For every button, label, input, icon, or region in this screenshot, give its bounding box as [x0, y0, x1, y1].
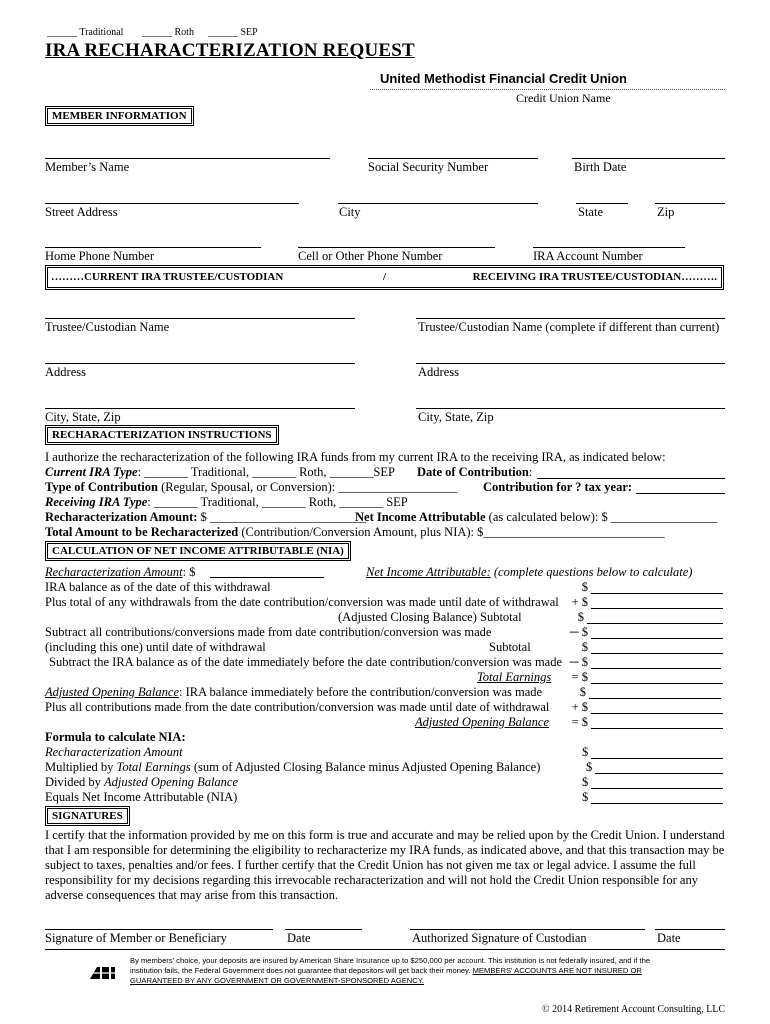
city-field[interactable]	[338, 203, 538, 204]
disclaimer-line-1: By members' choice, your deposits are insured by American Share Insurance up to $250,000 per account. This institution is not federally insured, and if the	[130, 956, 651, 965]
calc-row-total-earnings: Total Earnings	[477, 670, 552, 684]
total-amount-label: Total Amount to be Recharacterized	[45, 525, 239, 539]
calc-row-plus-withdrawals: Plus total of any withdrawals from the date contribution/conversion was made until date of withdrawal	[45, 595, 559, 609]
receiving-ira-type-row[interactable]	[45, 495, 408, 510]
cell-phone-field[interactable]	[298, 247, 495, 248]
current-trustee-name-field[interactable]	[45, 318, 355, 319]
city-label: City	[339, 205, 361, 219]
trustee-heading-divider: /	[383, 271, 387, 283]
formula-multiplied: Multiplied by Total Earnings (sum of Adjusted Closing Balance minus Adjusted Opening Balance)	[45, 760, 541, 774]
copyright-footer: © 2014 Retirement Account Consulting, LLC	[542, 1004, 726, 1015]
date-of-contribution-label: Date of Contribution	[417, 465, 529, 479]
calc-rech-amount-row[interactable]: Recharacterization Amount: $	[45, 565, 196, 579]
state-field[interactable]	[576, 203, 628, 204]
current-trustee-address-field[interactable]	[45, 363, 355, 364]
calc-nia-header: Net Income Attributable: (complete questions below to calculate)	[366, 565, 693, 579]
members-name-label: Member’s Name	[45, 160, 130, 174]
current-trustee-csz-label: City, State, Zip	[45, 410, 121, 424]
signatures-header: SIGNATURES	[45, 806, 130, 826]
calc-sign-1: + $	[571, 595, 588, 609]
member-information-header: MEMBER INFORMATION	[45, 106, 194, 126]
disclaimer-top-rule	[45, 949, 725, 950]
formula-divided: Divided by Adjusted Opening Balance	[45, 775, 239, 789]
calc-sign-5: ─ $	[569, 655, 588, 669]
street-address-field[interactable]	[45, 203, 299, 204]
authorize-text: I authorize the recharacterization of the following IRA funds from my current IRA to the receiving IRA, as indicated below:	[45, 450, 666, 464]
calc-row-subtract-prior-balance: Subtract the IRA balance as of the date immediately before the date contribution/conversion was made	[49, 655, 563, 669]
calc-field-0[interactable]	[591, 593, 723, 594]
current-ira-type-row[interactable]	[45, 465, 395, 480]
birth-date-label: Birth Date	[574, 160, 627, 174]
current-ira-type-label: Current IRA Type	[45, 465, 138, 479]
receiving-ira-type-label: Receiving IRA Type	[45, 495, 148, 509]
calc-row-subtract-contributions: Subtract all contributions/conversions made from date contribution/conversion was made	[45, 625, 492, 639]
instructions-header: RECHARACTERIZATION INSTRUCTIONS	[45, 425, 279, 445]
nia-row[interactable]	[355, 510, 717, 525]
formula-field-0[interactable]	[591, 758, 723, 759]
plan-type-roth[interactable]: ______ Roth	[142, 27, 194, 38]
current-ira-type-options: : _______ Traditional, _______ Roth, _______SEP	[137, 465, 395, 479]
formula-field-3[interactable]	[591, 803, 723, 804]
recharacterization-amount-label: Recharacterization Amount:	[45, 510, 198, 524]
ira-account-field[interactable]	[533, 247, 685, 248]
calc-field-2[interactable]	[587, 623, 723, 624]
formula-field-1[interactable]	[595, 773, 723, 774]
total-amount-field: (Contribution/Conversion Amount, plus NIA): $_____________________________	[238, 525, 665, 539]
formula-title: Formula to calculate NIA:	[45, 730, 186, 744]
calc-field-1[interactable]	[591, 608, 723, 609]
zip-field[interactable]	[655, 203, 725, 204]
calc-row-adjusted-opening-total: Adjusted Opening Balance	[415, 715, 549, 729]
calc-row-ira-balance: IRA balance as of the date of this withdrawal	[45, 580, 271, 594]
plan-type-sep[interactable]: ______ SEP	[208, 27, 258, 38]
nia-label: Net Income Attributable	[355, 510, 486, 524]
birth-date-field[interactable]	[572, 158, 725, 159]
zip-label: Zip	[657, 205, 675, 219]
current-trustee-name-label: Trustee/Custodian Name	[45, 320, 170, 334]
calc-row-adjusted-closing: (Adjusted Closing Balance) Subtotal	[338, 610, 522, 624]
cell-phone-label: Cell or Other Phone Number	[298, 249, 443, 263]
calc-rech-amount-label: Recharacterization Amount	[45, 565, 183, 579]
calc-field-4[interactable]	[591, 653, 723, 654]
street-address-label: Street Address	[45, 205, 118, 219]
calc-sign-8: + $	[571, 700, 588, 714]
asi-logo	[88, 963, 120, 983]
receiving-trustee-address-field[interactable]	[416, 363, 725, 364]
calculation-header: CALCULATION OF NET INCOME ATTRIBUTABLE (NIA)	[45, 541, 351, 561]
ssn-field[interactable]	[368, 158, 538, 159]
state-label: State	[578, 205, 603, 219]
receiving-trustee-address-label: Address	[418, 365, 459, 379]
recharacterization-amount-field: $ _________________________	[197, 510, 367, 524]
credit-union-name: United Methodist Financial Credit Union	[380, 71, 627, 86]
calc-sign-0: $	[581, 580, 588, 594]
ssn-label: Social Security Number	[368, 160, 489, 174]
contribution-tax-year-field[interactable]	[636, 493, 725, 494]
recharacterization-amount-row[interactable]	[45, 510, 366, 525]
home-phone-field[interactable]	[45, 247, 261, 248]
type-of-contribution-options: (Regular, Spousal, or Conversion): ___________________	[157, 480, 458, 494]
calc-sign-6: = $	[571, 670, 588, 684]
calc-field-9[interactable]	[591, 728, 723, 729]
credit-union-caption: Credit Union Name	[516, 91, 611, 105]
receiving-trustee-csz-label: City, State, Zip	[418, 410, 494, 424]
calc-field-7[interactable]	[589, 698, 721, 699]
calc-row-subtotal-2: Subtotal	[489, 640, 531, 654]
date-of-contribution-row[interactable]: Date of Contribution:	[417, 465, 533, 479]
custodian-date-field[interactable]	[655, 929, 725, 930]
receiving-trustee-csz-field[interactable]	[416, 408, 725, 409]
date-of-contribution-field[interactable]	[537, 478, 725, 479]
formula-field-2[interactable]	[591, 788, 723, 789]
custodian-date-label: Date	[657, 931, 681, 945]
total-amount-row[interactable]	[45, 525, 665, 540]
certification-text: I certify that the information provided by me on this form is true and accurate and may be relied upon by the Credit Union. I understand that I am responsible for determining the eligibility to recharacterize my IRA funds, as indicated above, and that this transaction may be subject to taxes, penalties and/or fees. I further certify that the Credit Union has not given me tax or legal advice. I assume the full responsibility for my decisions regarding this irrevocable recharacterization and will not hold the Credit Union responsible for any adverse consequences that may arise from this transaction.	[45, 828, 725, 902]
receiving-trustee-name-field[interactable]	[416, 318, 725, 319]
calc-field-3[interactable]	[591, 638, 723, 639]
nia-field: (as calculated below): $ _________________	[485, 510, 718, 524]
member-date-field[interactable]	[285, 929, 362, 930]
calc-sign-9: = $	[571, 715, 588, 729]
current-trustee-heading: ………CURRENT IRA TRUSTEE/CUSTODIAN	[51, 271, 284, 283]
asi-logo-icon	[88, 963, 120, 983]
contribution-tax-year-label: Contribution for ? tax year	[483, 480, 628, 494]
current-trustee-address-label: Address	[45, 365, 86, 379]
calc-field-6[interactable]	[591, 683, 723, 684]
trustee-section-header	[45, 265, 724, 290]
formula-sign-1: $	[586, 760, 593, 774]
receiving-ira-type-options: : _______ Traditional, _______ Roth, _______ SEP	[147, 495, 408, 509]
formula-equals: Equals Net Income Attributable (NIA)	[45, 790, 238, 804]
calc-sign-3: ─ $	[569, 625, 588, 639]
calc-row-plus-contributions: Plus all contributions made from the date contribution/conversion was made until date of withdrawal	[45, 700, 550, 714]
formula-sign-3: $	[582, 790, 589, 804]
calc-rech-amount-field[interactable]	[210, 577, 324, 578]
custodian-signature-label: Authorized Signature of Custodian	[412, 931, 587, 945]
type-of-contribution-label: Type of Contribution	[45, 480, 158, 494]
receiving-trustee-heading: RECEIVING IRA TRUSTEE/CUSTODIAN……….	[472, 271, 717, 283]
calc-row-adjusted-opening: Adjusted Opening Balance: IRA balance immediately before the contribution/conversion was made	[45, 685, 543, 699]
credit-union-name-line	[370, 89, 725, 90]
member-signature-label: Signature of Member or Beneficiary	[45, 931, 227, 945]
calc-sign-4: $	[581, 640, 588, 654]
members-name-field[interactable]	[45, 158, 330, 159]
plan-type-traditional[interactable]: ______ Traditional	[47, 27, 124, 38]
calc-row-including-this-one: (including this one) until date of withdrawal	[45, 640, 266, 654]
contribution-tax-year-row[interactable]: Contribution for ? tax year:	[483, 480, 633, 494]
formula-sign-2: $	[582, 775, 589, 789]
member-date-label: Date	[287, 931, 311, 945]
ira-account-label: IRA Account Number	[533, 249, 643, 263]
member-signature-field[interactable]	[45, 929, 273, 930]
disclaimer-line-2: institution fails, the Federal Government does not guarantee that depositors will get back their money. MEMBERS' ACCOUNTS ARE NOT INSURED OR	[130, 966, 642, 975]
custodian-signature-field[interactable]	[410, 929, 645, 930]
type-of-contribution-row[interactable]	[45, 480, 457, 495]
form-title: IRA RECHARACTERIZATION REQUEST	[45, 40, 415, 61]
receiving-trustee-name-label: Trustee/Custodian Name (complete if different than current)	[418, 320, 720, 334]
calc-sign-7: $	[579, 685, 586, 699]
disclaimer-line-3: GUARANTEED BY ANY GOVERNMENT OR GOVERNMENT-SPONSORED AGENCY.	[130, 976, 424, 985]
current-trustee-csz-field[interactable]	[45, 408, 355, 409]
formula-rech-amount: Recharacterization Amount	[45, 745, 183, 759]
calc-field-5[interactable]	[591, 668, 721, 669]
calc-field-8[interactable]	[591, 713, 723, 714]
calc-sign-2: $	[577, 610, 584, 624]
home-phone-label: Home Phone Number	[45, 249, 155, 263]
formula-sign-0: $	[582, 745, 589, 759]
